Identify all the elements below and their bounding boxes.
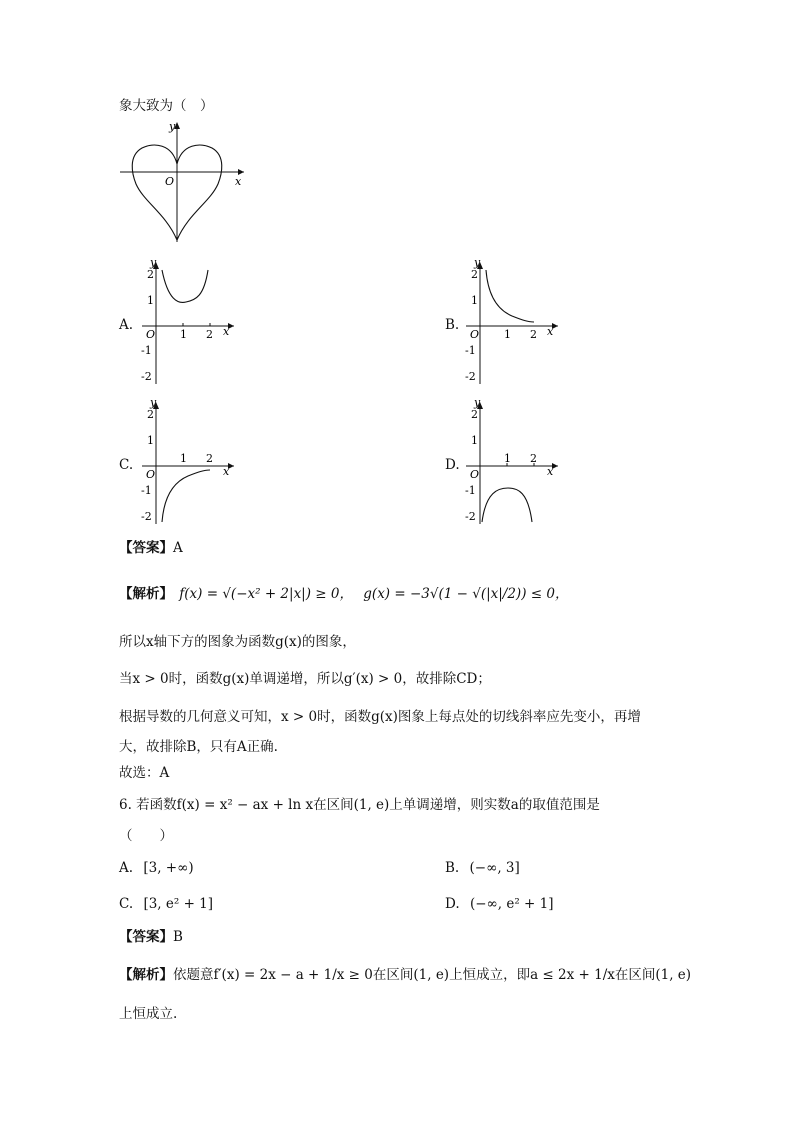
svg-text:y: y — [150, 396, 157, 409]
analysis-line-4: 大，故排除B，只有A正确. — [119, 739, 278, 755]
svg-text:2: 2 — [530, 452, 537, 465]
svg-text:2: 2 — [147, 268, 154, 281]
q6-option-d-letter: D. — [445, 896, 460, 912]
q6-option-a-letter: A. — [119, 860, 134, 876]
svg-text:y: y — [150, 256, 157, 269]
svg-text:2: 2 — [206, 328, 213, 341]
svg-text:-1: -1 — [465, 484, 476, 497]
analysis-label-q6: 【解析】 — [119, 967, 173, 983]
heart-figure — [118, 118, 248, 246]
svg-text:2: 2 — [471, 268, 478, 281]
q6-option-c-text: [3, e² + 1] — [143, 896, 214, 912]
svg-text:2: 2 — [206, 452, 213, 465]
svg-text:x: x — [547, 325, 554, 338]
svg-text:1: 1 — [504, 452, 511, 465]
analysis-f-formula: f(x) = √(−x² + 2|x|) ≥ 0， — [179, 586, 353, 602]
analysis-q6-line-1: 依题意f′(x) = 2x − a + 1/x ≥ 0在区间(1, e)上恒成立，即a ≤ 2x + 1/x在区间(1, e) — [173, 967, 692, 983]
q6-option-a-text: [3, +∞) — [143, 860, 194, 876]
option-b-letter[interactable]: B. — [445, 317, 460, 333]
svg-text:1: 1 — [471, 294, 478, 307]
option-d-graph — [462, 396, 562, 526]
svg-text:-2: -2 — [141, 510, 152, 523]
svg-text:1: 1 — [471, 434, 478, 447]
svg-text:1: 1 — [147, 294, 154, 307]
svg-text:-1: -1 — [141, 344, 152, 357]
analysis-label: 【解析】 — [119, 586, 173, 602]
answer-label-q6: 【答案】 — [119, 929, 173, 945]
analysis-line-1: 所以x轴下方的图象为函数g(x)的图象， — [119, 634, 356, 650]
q6-option-c[interactable] — [119, 894, 213, 914]
q6-option-d-text: (−∞, e² + 1] — [469, 896, 554, 912]
svg-text:x: x — [223, 465, 230, 478]
option-c-letter[interactable]: C. — [119, 457, 134, 473]
option-a-graph — [138, 256, 238, 386]
q6-option-c-letter: C. — [119, 896, 134, 912]
conclusion-q5: 故选：A — [119, 765, 170, 781]
svg-text:O: O — [470, 468, 480, 481]
heart-y-label: y — [169, 120, 176, 133]
svg-text:-2: -2 — [465, 370, 476, 383]
svg-text:1: 1 — [504, 328, 511, 341]
svg-text:-2: -2 — [465, 510, 476, 523]
answer-label: 【答案】 — [119, 540, 173, 556]
analysis-line-3: 根据导数的几何意义可知，x > 0时，函数g(x)图象上每点处的切线斜率应先变小，再增 — [119, 709, 641, 725]
svg-text:x: x — [223, 325, 230, 338]
heart-x-label: x — [235, 175, 242, 188]
analysis-g-formula: g(x) = −3√(1 − √(|x|/2)) ≤ 0， — [363, 586, 569, 602]
question-6-stem: 6. 若函数f(x) = x² − ax + ln x在区间(1, e)上单调递增，则实数a的取值范围是 — [119, 797, 600, 813]
option-b-graph — [462, 256, 562, 386]
answer-value: A — [173, 540, 183, 556]
option-d-curve — [482, 488, 532, 522]
svg-text:-1: -1 — [141, 484, 152, 497]
heart-origin-label: O — [165, 175, 175, 188]
answer-row-q6 — [119, 927, 183, 947]
svg-text:-1: -1 — [465, 344, 476, 357]
answer-value-q6: B — [173, 929, 183, 945]
question-stem-tail: 象大致为（ ） — [119, 98, 214, 114]
svg-text:1: 1 — [147, 434, 154, 447]
svg-text:-2: -2 — [141, 370, 152, 383]
q6-option-a[interactable] — [119, 858, 194, 878]
option-c-graph — [138, 396, 238, 526]
option-a-letter[interactable]: A. — [119, 317, 134, 333]
q6-option-d[interactable] — [445, 894, 554, 914]
svg-text:1: 1 — [180, 452, 187, 465]
option-b-curve — [486, 270, 534, 322]
svg-text:2: 2 — [530, 328, 537, 341]
option-a-curve — [162, 270, 208, 302]
svg-text:y: y — [474, 396, 481, 409]
svg-text:O: O — [146, 468, 156, 481]
question-6-paren: （ ） — [119, 828, 173, 844]
analysis-row-q6 — [119, 965, 691, 985]
q6-option-b-text: (−∞, 3] — [469, 860, 520, 876]
svg-text:2: 2 — [147, 408, 154, 421]
svg-text:1: 1 — [180, 328, 187, 341]
svg-text:y: y — [474, 256, 481, 269]
analysis-formula-row-q5 — [119, 584, 568, 604]
svg-text:O: O — [146, 328, 156, 341]
option-c-curve — [162, 470, 210, 522]
answer-row-q5 — [119, 538, 183, 558]
svg-text:2: 2 — [471, 408, 478, 421]
analysis-q6-line-2: 上恒成立. — [119, 1006, 178, 1022]
svg-text:O: O — [470, 328, 480, 341]
analysis-line-2: 当x > 0时，函数g(x)单调递增，所以g′(x) > 0，故排除CD； — [119, 671, 491, 687]
q6-option-b-letter: B. — [445, 860, 460, 876]
q6-option-b[interactable] — [445, 858, 520, 878]
option-d-letter[interactable]: D. — [445, 457, 460, 473]
svg-text:x: x — [547, 465, 554, 478]
